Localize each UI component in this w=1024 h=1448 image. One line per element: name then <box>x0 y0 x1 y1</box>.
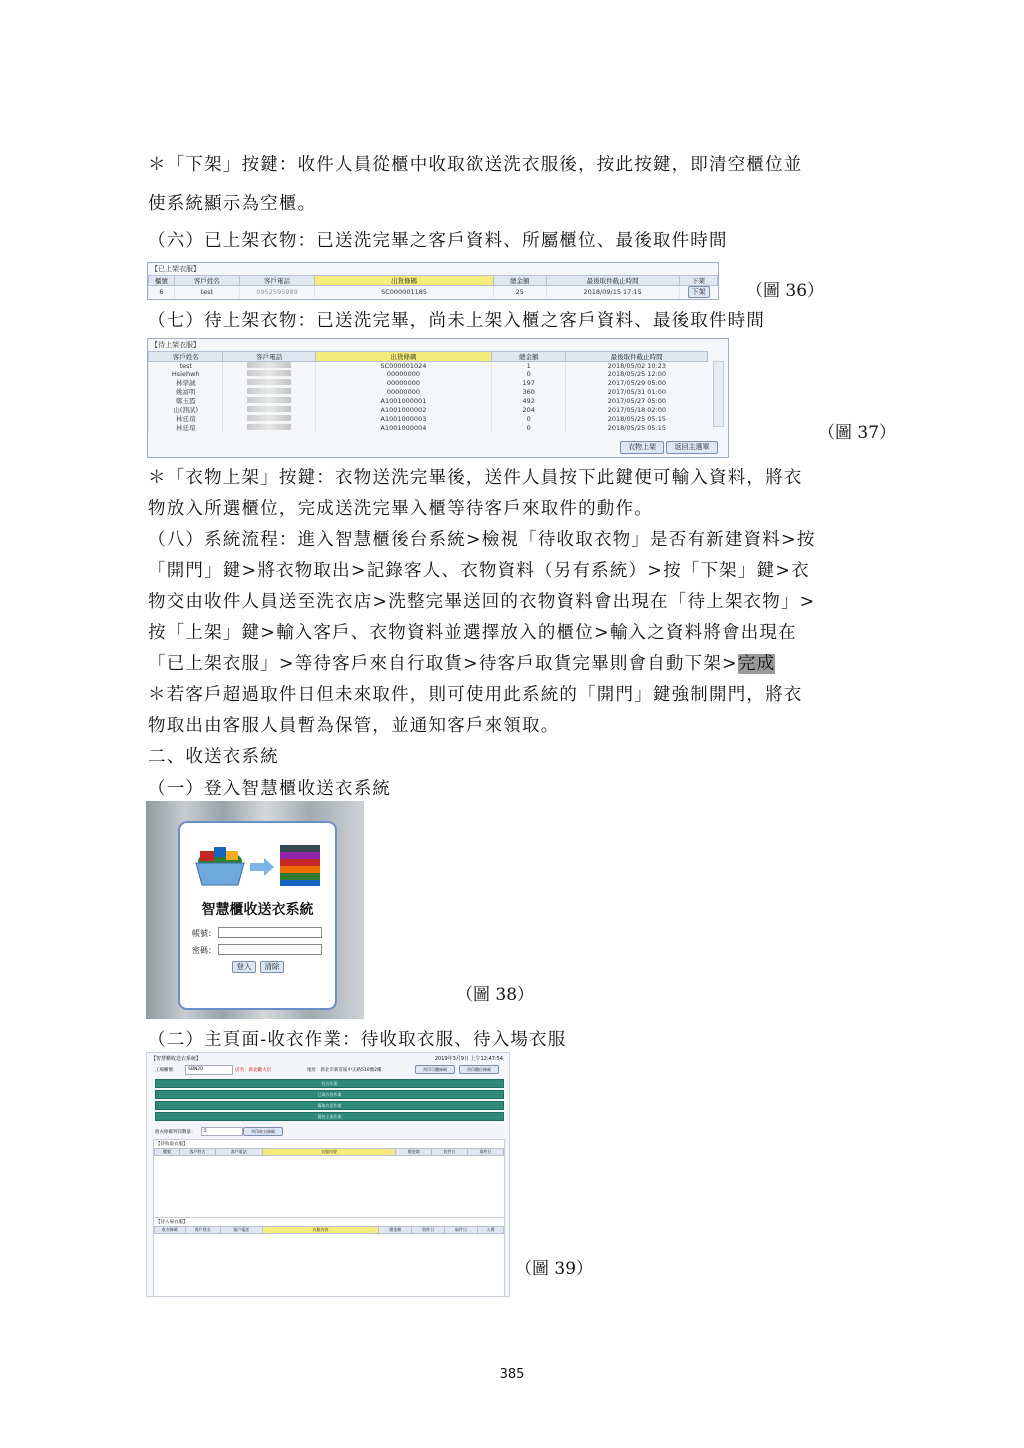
table-cell: A1001000001 <box>315 396 491 405</box>
print-cabinet-barcode-button[interactable]: 列印可櫃條碼 <box>415 1065 455 1074</box>
col-header: 客戶電話 <box>239 276 314 286</box>
table-row[interactable] <box>149 387 708 396</box>
blurred-phone <box>247 388 291 394</box>
col-header: 櫃號 <box>149 276 175 286</box>
table-cell: 1 <box>492 362 566 371</box>
password-input[interactable] <box>218 944 322 955</box>
col-header: 收衣條碼 <box>155 1227 186 1234</box>
table-row[interactable] <box>149 370 708 378</box>
menu-bar-collected[interactable]: 已取衣待作業 <box>155 1090 504 1099</box>
panel-title: 【待入場衣服】 <box>156 1220 188 1225</box>
fig36-grid <box>148 275 718 298</box>
table-cell: 2018/09/15 17:15 <box>546 286 679 299</box>
store-select[interactable]: SBN20 <box>185 1065 233 1075</box>
account-label: 帳號： <box>192 929 216 938</box>
paragraph-force-open: ＊若客戶超過取件日但未來取件，則可使用此系統的「開門」鍵強制開門，將衣 <box>148 685 803 705</box>
table-cell: 2017/05/29 05:00 <box>566 378 708 387</box>
col-header: 入場 <box>477 1227 503 1234</box>
account-input[interactable] <box>218 927 322 938</box>
table-cell: 林學誠 <box>149 378 223 387</box>
blurred-phone <box>247 370 291 376</box>
col-header: 最後取件截止時間 <box>546 276 679 286</box>
count-label: 收衣條碼列印數量： <box>155 1130 196 1135</box>
shelve-clothes-button[interactable]: 衣物上架 <box>620 441 664 454</box>
col-header: 客戶姓名 <box>180 1149 216 1156</box>
app-title: 【智慧櫃收送衣系統】 <box>151 1056 202 1062</box>
login-card <box>178 821 337 1010</box>
paragraph-shelve-key: ＊「衣物上架」按鍵：衣物送洗完畢後，送件人員按下此鍵便可輸入資料，將衣 <box>148 468 803 488</box>
paragraph-shelve-key-cont: 物放入所選櫃位，完成送洗完畢入櫃等待客戶來取件的動作。 <box>148 499 653 519</box>
table-cell: 2017/05/18 02:00 <box>566 405 708 414</box>
table-cell: A1001000002 <box>315 405 491 414</box>
datetime-display: 2019年3月9日 上午12:47:54 <box>434 1056 503 1062</box>
highlighted-complete: 完成 <box>737 654 776 674</box>
menu-bar-collect[interactable]: 收衣作業 <box>155 1079 504 1088</box>
flow-text: 「已上架衣服」>等待客戶來自行取貨>待客戶取貨完畢則會自動下架> <box>148 654 738 674</box>
caption-fig37: （圖 37） <box>818 423 897 443</box>
table-cell: 00000000 <box>315 387 491 396</box>
table-scrollbar[interactable] <box>713 361 724 427</box>
col-header: 衣服內容 <box>262 1149 396 1156</box>
table-cell: 6 <box>149 286 175 299</box>
table-cell: 0952595989 <box>239 286 314 299</box>
col-header: 收件日 <box>412 1227 445 1234</box>
caption-fig38: （圖 38） <box>456 985 535 1005</box>
pending-entry-panel <box>153 1217 505 1297</box>
table-cell: 山(測試) <box>149 405 223 414</box>
table-cell: test <box>174 286 239 299</box>
table-cell: 林廷瑄 <box>149 414 223 423</box>
blurred-phone <box>247 406 291 412</box>
clear-button[interactable]: 清除 <box>260 961 284 973</box>
col-header: 總金額 <box>379 1227 412 1234</box>
table-row[interactable] <box>149 396 708 405</box>
col-header: 客戶姓名 <box>149 352 223 362</box>
table-cell: 00000000 <box>315 370 491 378</box>
paragraph-download-key: ＊「下架」按鍵：收件人員從櫃中收取欲送洗衣服後，按此按鍵，即清空櫃位並 <box>148 155 803 175</box>
paragraph-download-key-cont: 使系統顯示為空櫃。 <box>148 194 317 214</box>
col-header: 客戶姓名 <box>174 276 239 286</box>
fig36-shelved-table <box>147 262 719 300</box>
col-header: 出貨條碼 <box>315 276 494 286</box>
menu-bar-shelve[interactable]: 擬待上架作業 <box>155 1112 504 1121</box>
pending-collect-panel <box>153 1139 505 1225</box>
shop-name: 店名：新北觀大店 <box>235 1068 271 1073</box>
col-header: 客戶姓名 <box>185 1227 220 1234</box>
password-label: 密碼： <box>192 946 216 955</box>
blurred-phone <box>247 415 291 421</box>
col-header: 衣服內容 <box>262 1227 379 1234</box>
panel-title: 【待收取衣服】 <box>156 1142 188 1147</box>
col-header: 取件日 <box>445 1227 478 1234</box>
table-cell: 2018/05/25 05:15 <box>566 414 708 423</box>
col-header: 總金額 <box>396 1149 432 1156</box>
table-row[interactable] <box>149 423 708 432</box>
blurred-phone <box>247 362 291 368</box>
col-header: 總金額 <box>493 276 546 286</box>
table-cell: SC000001185 <box>315 286 494 299</box>
table-cell: 林廷瑄 <box>149 423 223 432</box>
table-cell: 25 <box>493 286 546 299</box>
table-cell: 00000000 <box>315 378 491 387</box>
fig37-table-title: 【待上架衣服】 <box>151 341 200 349</box>
table-cell: 197 <box>492 378 566 387</box>
table-cell: 492 <box>492 396 566 405</box>
table-row[interactable] <box>149 362 708 371</box>
fig39-main-screenshot <box>146 1052 510 1297</box>
table-cell: 2017/05/31 01:00 <box>566 387 708 396</box>
page-number: 385 <box>499 1367 525 1382</box>
paragraph-system-flow-4: 按「上架」鍵>輸入客戶、衣物資料並選擇放入的櫃位>輸入之資料將會出現在 <box>148 623 797 643</box>
heading-laundry-system: 二、收送衣系統 <box>148 747 279 767</box>
col-header: 客戶電話 <box>215 1149 262 1156</box>
col-header: 客戶電話 <box>223 352 315 362</box>
col-header: 收件日 <box>432 1149 468 1156</box>
table-cell: 360 <box>492 387 566 396</box>
table-row[interactable] <box>149 378 708 387</box>
heading-main-page: （二）主頁面-收衣作業：待收取衣服、待入場衣服 <box>148 1030 567 1050</box>
heading-login: （一）登入智慧櫃收送衣系統 <box>148 779 392 799</box>
table-cell: 204 <box>492 405 566 414</box>
login-title: 智慧櫃收送衣系統 <box>201 902 314 918</box>
blurred-phone <box>247 424 291 430</box>
store-label: 工場櫃號： <box>155 1068 178 1073</box>
count-input[interactable]: 5 <box>201 1127 243 1136</box>
col-header: 總金額 <box>492 352 566 362</box>
blurred-phone <box>247 379 291 385</box>
table-cell: 2018/05/25 12:00 <box>566 370 708 378</box>
unshelve-button[interactable]: 下架 <box>688 286 710 298</box>
col-header: 下架 <box>679 276 717 286</box>
table-row[interactable] <box>149 405 708 414</box>
col-header: 客戶電話 <box>220 1227 262 1234</box>
paragraph-system-flow-5 <box>148 653 775 675</box>
shop-address: 地址：新北市新莊區中正路510號2樓 <box>307 1068 382 1073</box>
table-row[interactable] <box>149 414 708 423</box>
table-cell: 姚富明 <box>149 387 223 396</box>
table-cell: 0 <box>492 423 566 432</box>
section-shelved-clothes: （六）已上架衣物：已送洗完畢之客戶資料、所屬櫃位、最後取件時間 <box>148 231 728 251</box>
table-cell: SC000001024 <box>315 362 491 371</box>
table-cell: A1001000003 <box>315 414 491 423</box>
pending-collect-grid <box>154 1148 504 1156</box>
caption-fig39: （圖 39） <box>515 1259 594 1279</box>
menu-bar-send[interactable]: 擬取衣送作業 <box>155 1101 504 1110</box>
paragraph-force-open-cont: 物取出由客服人員暫為保管，並通知客戶來領取。 <box>148 716 560 736</box>
table-cell: 2018/05/02 10:23 <box>566 362 708 371</box>
table-cell: Hsiehwh <box>149 370 223 378</box>
back-to-menu-button[interactable]: 返回主選單 <box>666 441 718 454</box>
col-header: 取件日 <box>468 1149 504 1156</box>
fig37-grid <box>148 351 708 432</box>
section-pending-shelf: （七）待上架衣物：已送洗完畢，尚未上架入櫃之客戶資料、最後取件時間 <box>148 311 766 331</box>
fig37-pending-table <box>147 338 729 458</box>
table-cell: 0 <box>492 414 566 423</box>
paragraph-system-flow-2: 「開門」鍵>將衣物取出>記錄客人、衣物資料（另有系統）>按「下架」鍵>衣 <box>148 561 810 581</box>
blurred-phone <box>247 397 291 403</box>
col-header: 出貨條碼 <box>315 352 491 362</box>
caption-fig36: （圖 36） <box>746 281 825 301</box>
fig38-login-screenshot <box>146 801 364 1019</box>
print-collect-barcode-button[interactable]: 列印收衣條碼 <box>243 1127 283 1136</box>
login-button[interactable]: 登入 <box>232 961 256 973</box>
table-cell: test <box>149 362 223 371</box>
paragraph-system-flow-3: 物交由收件人員送至洗衣店>洗整完畢送回的衣物資料會出現在「待上架衣物」> <box>148 592 816 612</box>
col-header: 櫃號 <box>155 1149 180 1156</box>
table-cell: 鄭玉霞 <box>149 396 223 405</box>
print-slot-barcode-button[interactable]: 列印櫃位條碼 <box>459 1065 499 1074</box>
laundry-illustration-icon <box>192 833 327 893</box>
pending-entry-grid <box>154 1226 504 1234</box>
table-cell: A1001000004 <box>315 423 491 432</box>
fig36-table-title: 【已上架衣服】 <box>151 265 200 273</box>
paragraph-system-flow-1: （八）系統流程：進入智慧櫃後台系統>檢視「待收取衣物」是否有新建資料>按 <box>148 530 816 550</box>
table-cell: 2017/05/27 05:00 <box>566 396 708 405</box>
table-cell: 0 <box>492 370 566 378</box>
col-header: 最後取件截止時間 <box>566 352 708 362</box>
table-cell: 2018/05/25 05:15 <box>566 423 708 432</box>
